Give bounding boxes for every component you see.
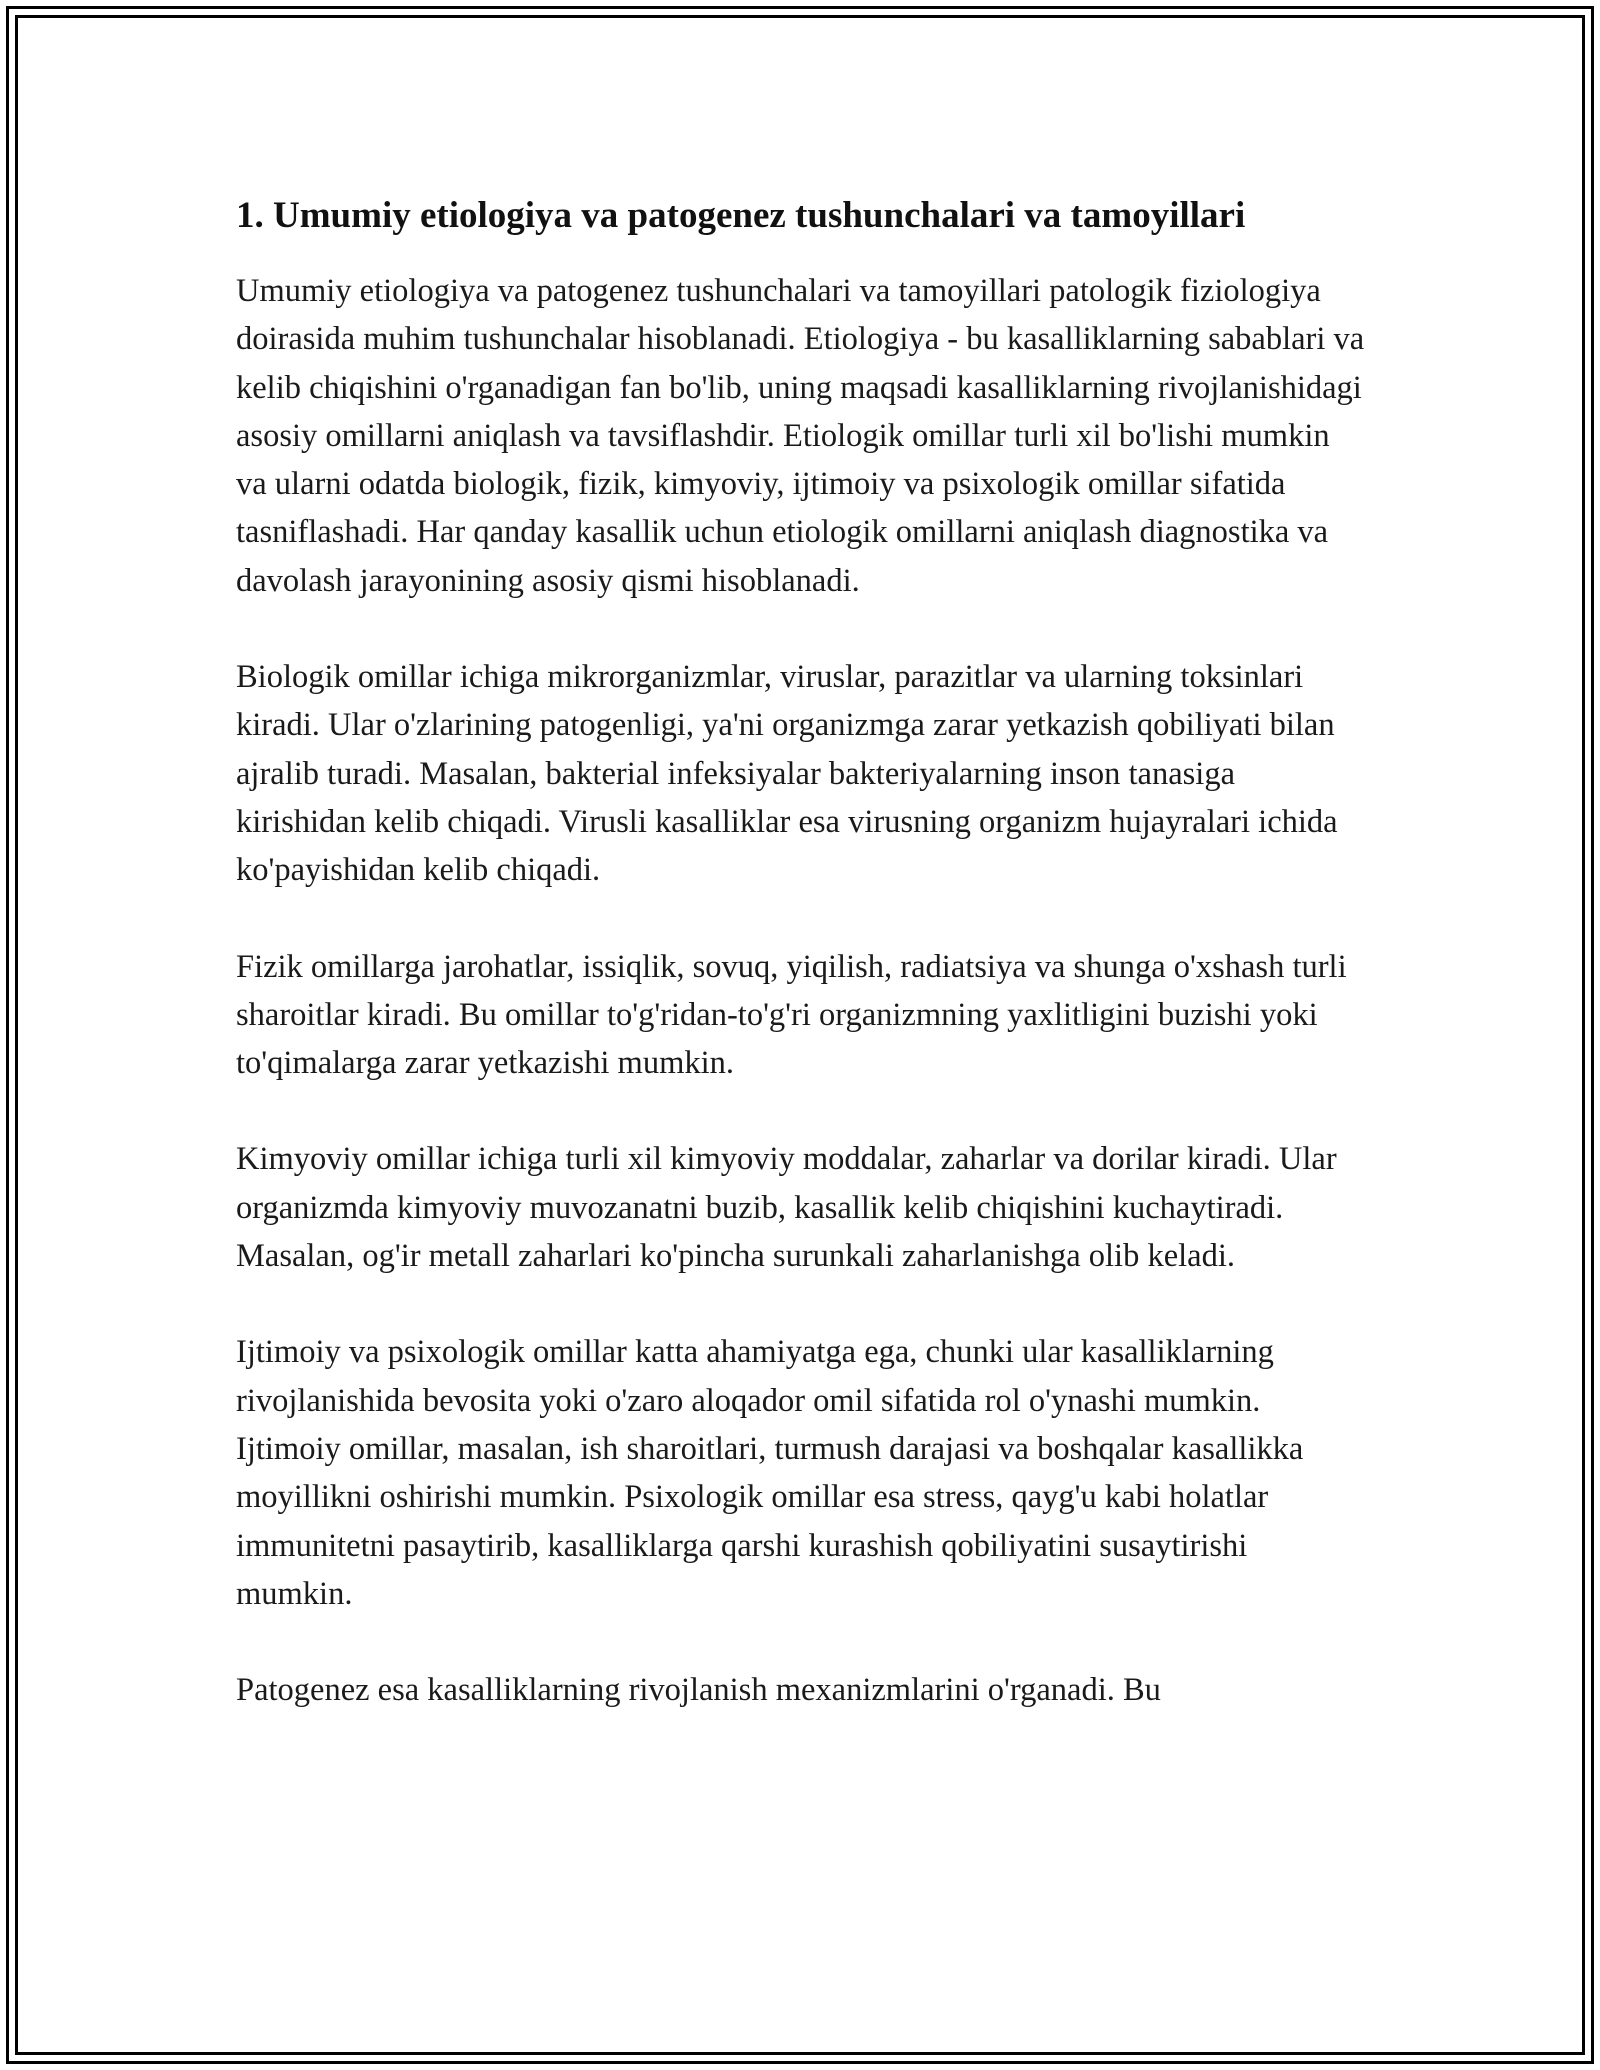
paragraph-physical-factors: Fizik omillarga jarohatlar, issiqlik, sovuq, yiqilish, radiatsiya va shunga o'xshash turli sharoitlar kiradi. Bu omillar to'g'ridan-to'g'ri organizmning yaxlitligini buzishi yoki to'qimalarga zarar yetkazishi mumkin.: [236, 948, 1347, 1082]
paragraph-biological-factors: Biologik omillar ichiga mikrorganizmlar, viruslar, parazitlar va ularning toksinlari kiradi. Ular o'zlarining patogenligi, ya'ni organizmga zarar yetkazish qobiliyati bilan ajralib turadi. Masalan, bakterial infeksiyalar bakteriyalarning inson tanasiga kirishidan kelib chiqadi. Virusli kasalliklar esa virusning organizm hujayralari ichida ko'payishidan kelib chiqadi.: [236, 659, 1338, 889]
paragraph-etiology-intro: Umumiy etiologiya va patogenez tushunchalari va tamoyillari patologik fiziologiya doirasida muhim tushunchalar hisoblanadi. Etiologiya - bu kasalliklarning sabablari va kelib chiqishini o'rganadigan fan bo'lib, uning maqsadi kasalliklarning rivojlanishidagi asosiy omillarni aniqlash va tavsiflashdir. Etiologik omillar turli xil bo'lishi mumkin va ularni odatda biologik, fizik, kimyoviy, ijtimoiy va psixologik omillar sifatida tasniflashadi. Har qanday kasallik uchun etiologik omillarni aniqlash diagnostika va davolash jarayonining asosiy qismi hisoblanadi.: [236, 273, 1365, 599]
paragraph-chemical-factors: Kimyoviy omillar ichiga turli xil kimyoviy moddalar, zaharlar va dorilar kiradi. Ular organizmda kimyoviy muvozanatni buzib, kasallik kelib chiqishini kuchaytiradi. Masalan, og'ir metall zaharlari ko'pincha surunkali zaharlanishga olib keladi.: [236, 1141, 1337, 1275]
paragraph-social-psychological-factors: Ijtimoiy va psixologik omillar katta ahamiyatga ega, chunki ular kasalliklarning rivojlanishida bevosita yoki o'zaro aloqador omil sifatida rol o'ynashi mumkin. Ijtimoiy omillar, masalan, ish sharoitlari, turmush darajasi va boshqalar kasallikka moyillikni oshirishi mumkin. Psixologik omillar esa stress, qayg'u kabi holatlar immunitetni pasaytirib, kasalliklarga qarshi kurashish qobiliyatini susaytirishi mumkin.: [236, 1334, 1304, 1612]
document-body: [236, 188, 1366, 1762]
section-heading: 1. Umumiy etiologiya va patogenez tushunchalari va tamoyillari: [236, 195, 1246, 236]
paragraph-pathogenesis: Patogenez esa kasalliklarning rivojlanish mexanizmlarini o'rganadi. Bu: [236, 1672, 1161, 1709]
